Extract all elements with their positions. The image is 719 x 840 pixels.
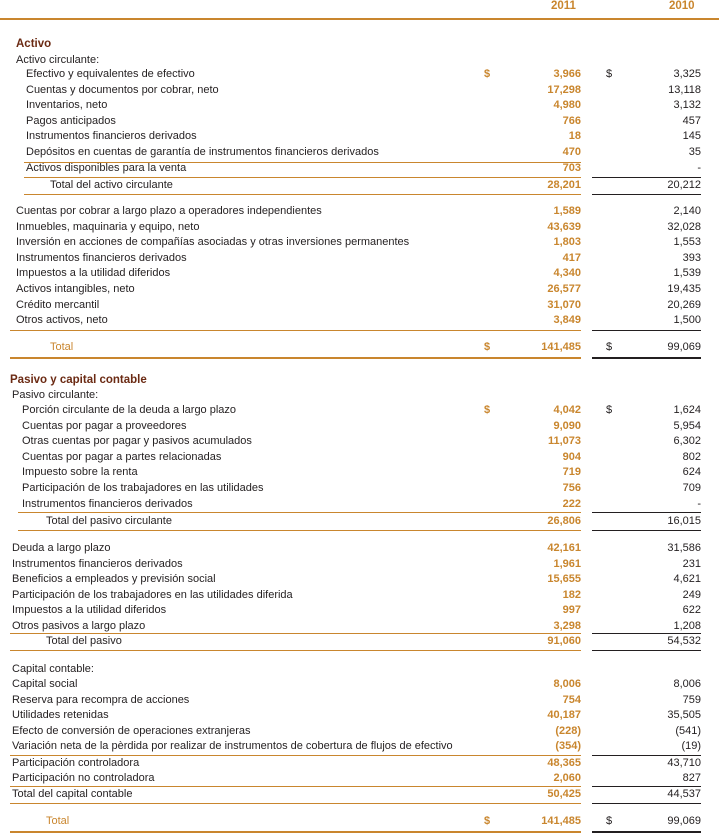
value-2011: 756 — [562, 482, 581, 494]
value-2011: (228) — [555, 724, 581, 737]
row-label: Inventarios, neto — [26, 99, 108, 112]
row-label: Activo circulante: — [16, 54, 100, 66]
row-label: Efecto de conversión de operaciones extranjeras — [12, 724, 251, 737]
currency-2010: $ — [606, 404, 613, 416]
value-2011: 17,298 — [547, 83, 581, 96]
rule — [592, 330, 701, 331]
value-2010: 31,586 — [667, 542, 701, 554]
row-label: Impuestos a la utilidad diferidos — [16, 267, 171, 280]
row-label: Participación de los trabajadores en las utilidades diferida — [12, 588, 293, 601]
year-2011-header: 2011 — [551, 0, 576, 12]
value-2010: 1,500 — [673, 314, 701, 327]
total-pasivo-circulante-row — [0, 514, 719, 530]
row-label: Total del activo circulante — [50, 179, 173, 191]
value-2010: 457 — [682, 114, 701, 127]
value-2010: (19) — [681, 740, 701, 753]
currency-2010: $ — [606, 341, 613, 353]
value-2011: 1,961 — [553, 557, 581, 570]
currency-2011: $ — [484, 404, 491, 416]
value-2011: 182 — [562, 588, 581, 601]
row-label: Porción circulante de la deuda a largo plazo — [22, 404, 237, 416]
participacion-no-controladora-row — [0, 771, 719, 787]
value-2011: 754 — [562, 693, 581, 706]
value-2011: 904 — [562, 450, 581, 463]
row-label: Otros pasivos a largo plazo — [12, 620, 146, 632]
table-row — [0, 481, 719, 497]
total-capital-row — [0, 787, 719, 803]
row-label: Inmuebles, maquinaria y equipo, neto — [16, 220, 200, 233]
table-row — [0, 677, 719, 693]
value-2010: 19,435 — [667, 283, 701, 295]
row-label: Total del capital contable — [12, 788, 133, 800]
row-label: Otros activos, neto — [16, 314, 108, 327]
year-2010-header: 2010 — [669, 0, 695, 12]
value-2010: 1,553 — [673, 236, 701, 249]
value-2011: 997 — [562, 604, 581, 617]
value-2011: 9,090 — [553, 419, 581, 432]
currency-2010: $ — [606, 815, 613, 827]
row-label: Otras cuentas por pagar y pasivos acumulados — [22, 435, 252, 448]
rule — [592, 650, 701, 651]
table-row — [0, 251, 719, 267]
value-2011: 28,201 — [547, 179, 581, 191]
table-row — [0, 572, 719, 588]
value-2010: 3,325 — [673, 68, 701, 80]
value-2010: 393 — [682, 251, 701, 264]
currency-2011: $ — [484, 341, 491, 353]
row-label: Impuesto sobre la renta — [22, 466, 138, 479]
value-2011: 1,803 — [553, 236, 581, 249]
value-2010: 20,269 — [667, 298, 701, 311]
value-2011: 4,042 — [553, 404, 581, 416]
row-label: Instrumentos financieros derivados — [22, 497, 193, 510]
table-row — [0, 129, 719, 145]
row-label: Total — [50, 341, 74, 353]
rule — [24, 162, 581, 163]
value-2010: 1,539 — [673, 267, 701, 280]
rule — [18, 530, 581, 531]
row-label: Variación neta de la pèrdida por realizar de instrumentos de cobertura de flujos de efectivo — [12, 740, 453, 753]
row-label: Instrumentos financieros derivados — [12, 557, 183, 570]
participacion-controladora-row — [0, 756, 719, 772]
row-label: Cuentas por pagar a proveedores — [22, 419, 187, 432]
value-2011: (354) — [555, 740, 581, 753]
rule — [592, 512, 701, 513]
value-2010: 145 — [682, 130, 701, 143]
table-row — [0, 693, 719, 709]
value-2011: 1,589 — [553, 205, 581, 217]
value-2010: 99,069 — [667, 341, 701, 353]
value-2011: 31,070 — [547, 298, 581, 311]
row-label: Total del pasivo circulante — [46, 515, 172, 527]
value-2010: 20,212 — [667, 179, 701, 191]
row-label: Capital contable: — [12, 663, 94, 675]
table-row — [0, 739, 719, 755]
rule — [10, 831, 581, 833]
value-2011: 42,161 — [547, 542, 581, 554]
row-label: Crédito mercantil — [16, 298, 100, 311]
value-2010: 99,069 — [667, 815, 701, 827]
value-2010: 622 — [682, 604, 701, 617]
value-2010: 827 — [682, 772, 701, 784]
value-2010: 759 — [682, 693, 701, 706]
total-activo-circulante-row — [0, 178, 719, 194]
row-label: Activos intangibles, neto — [16, 283, 135, 295]
value-2011: 417 — [562, 251, 581, 264]
value-2010: - — [697, 497, 701, 510]
currency-2011: $ — [484, 68, 491, 80]
total-pasivo-row — [0, 634, 719, 650]
row-label: Participación de los trabajadores en las utilidades — [22, 482, 264, 494]
row-label: Depósitos en cuentas de garantía de instrumentos financieros derivados — [26, 146, 379, 158]
rule — [10, 650, 581, 651]
value-2011: 766 — [562, 114, 581, 127]
value-2011: 3,966 — [553, 68, 581, 80]
row-label: Inversión en acciones de compañías asociadas y otras inversiones permanentes — [16, 236, 410, 249]
value-2010: 4,621 — [673, 573, 701, 586]
row-label: Cuentas y documentos por cobrar, neto — [26, 83, 219, 96]
rule — [592, 831, 701, 833]
value-2010: 32,028 — [667, 220, 701, 233]
value-2011: 18 — [568, 130, 581, 143]
table-row — [0, 541, 719, 557]
row-label: Cuentas por pagar a partes relacionadas — [22, 450, 222, 463]
value-2011: 26,577 — [547, 283, 581, 295]
currency-2011: $ — [484, 815, 491, 827]
rule — [10, 357, 581, 359]
value-2010: 35,505 — [667, 709, 701, 722]
row-label: Deuda a largo plazo — [12, 542, 111, 554]
value-2011: 222 — [562, 497, 581, 510]
value-2011: 2,060 — [553, 772, 581, 784]
row-label: Participación controladora — [12, 757, 140, 769]
table-row — [0, 419, 719, 435]
table-row — [0, 145, 719, 161]
table-row — [0, 465, 719, 481]
value-2011: 141,485 — [541, 815, 581, 827]
row-label: Utilidades retenidas — [12, 709, 109, 722]
value-2010: 802 — [682, 450, 701, 463]
section-pasivo-title: Pasivo y capital contable — [10, 374, 147, 386]
value-2011: 26,806 — [547, 515, 581, 527]
rule — [592, 803, 701, 804]
value-2011: 40,187 — [547, 709, 581, 722]
table-row — [0, 588, 719, 604]
row-label: Instrumentos financieros derivados — [26, 130, 197, 143]
value-2010: 709 — [682, 482, 701, 494]
rule — [10, 330, 581, 331]
value-2010: 249 — [682, 588, 701, 601]
value-2010: 54,532 — [667, 635, 701, 647]
table-row — [0, 298, 719, 314]
total-final-row — [0, 814, 719, 830]
table-row — [0, 220, 719, 236]
value-2010: - — [697, 161, 701, 174]
value-2011: 8,006 — [553, 678, 581, 690]
value-2011: 48,365 — [547, 757, 581, 769]
value-2010: 5,954 — [673, 419, 701, 432]
table-row — [0, 204, 719, 220]
table-row — [0, 557, 719, 573]
row-label: Capital social — [12, 678, 78, 690]
value-2011: 3,849 — [553, 314, 581, 327]
rule — [10, 803, 581, 804]
currency-2010: $ — [606, 68, 613, 80]
value-2011: 4,980 — [553, 99, 581, 112]
table-row — [0, 98, 719, 114]
table-row — [0, 83, 719, 99]
table-row — [0, 266, 719, 282]
value-2011: 470 — [562, 146, 581, 158]
value-2010: 44,537 — [667, 788, 701, 800]
value-2011: 50,425 — [547, 788, 581, 800]
row-label: Pagos anticipados — [26, 114, 116, 127]
value-2010: 3,132 — [673, 99, 701, 112]
value-2011: 4,340 — [553, 267, 581, 280]
value-2010: 13,118 — [668, 83, 701, 96]
value-2010: (541) — [675, 724, 701, 737]
table-row — [0, 282, 719, 298]
header-rule — [0, 18, 719, 20]
pasivo-circulante-heading — [0, 388, 719, 404]
table-row — [0, 434, 719, 450]
value-2010: 624 — [682, 466, 701, 479]
value-2010: 43,710 — [667, 757, 701, 769]
value-2011: 141,485 — [541, 341, 581, 353]
value-2010: 8,006 — [673, 678, 701, 690]
value-2011: 91,060 — [547, 635, 581, 647]
row-label: Total del pasivo — [46, 635, 122, 647]
rule — [592, 530, 701, 531]
value-2010: 2,140 — [673, 205, 701, 217]
table-row — [0, 67, 719, 83]
value-2011: 703 — [562, 161, 581, 174]
rule — [592, 194, 701, 195]
value-2011: 11,073 — [547, 435, 581, 448]
capital-heading — [0, 662, 719, 678]
row-label: Cuentas por cobrar a largo plazo a operadores independientes — [16, 205, 322, 217]
rule — [24, 194, 581, 195]
table-row — [0, 235, 719, 251]
table-row — [0, 708, 719, 724]
value-2011: 43,639 — [547, 220, 581, 233]
row-label: Impuestos a la utilidad diferidos — [12, 604, 167, 617]
table-row — [0, 724, 719, 740]
value-2010: 1,208 — [673, 620, 701, 632]
row-label: Participación no controladora — [12, 772, 155, 784]
rule — [18, 512, 581, 513]
value-2011: 719 — [562, 466, 581, 479]
value-2010: 16,015 — [667, 515, 701, 527]
table-row — [0, 450, 719, 466]
value-2010: 35 — [688, 146, 701, 158]
table-row — [0, 313, 719, 329]
total-activo-row — [0, 340, 719, 356]
rule — [592, 357, 701, 359]
table-row — [0, 403, 719, 419]
row-label: Total — [46, 815, 70, 827]
row-label: Efectivo y equivalentes de efectivo — [26, 68, 195, 80]
table-row — [0, 497, 719, 513]
table-row — [0, 114, 719, 130]
value-2011: 3,298 — [553, 620, 581, 632]
row-label: Pasivo circulante: — [12, 389, 99, 401]
value-2010: 6,302 — [673, 435, 701, 448]
value-2011: 15,655 — [547, 573, 581, 586]
row-label: Instrumentos financieros derivados — [16, 251, 187, 264]
row-label: Beneficios a empleados y previsión social — [12, 573, 216, 586]
value-2010: 231 — [682, 557, 701, 570]
row-label: Activos disponibles para la venta — [26, 161, 187, 174]
row-label: Reserva para recompra de acciones — [12, 693, 190, 706]
table-row — [0, 603, 719, 619]
value-2010: 1,624 — [673, 404, 701, 416]
section-activo-title: Activo — [16, 38, 52, 50]
